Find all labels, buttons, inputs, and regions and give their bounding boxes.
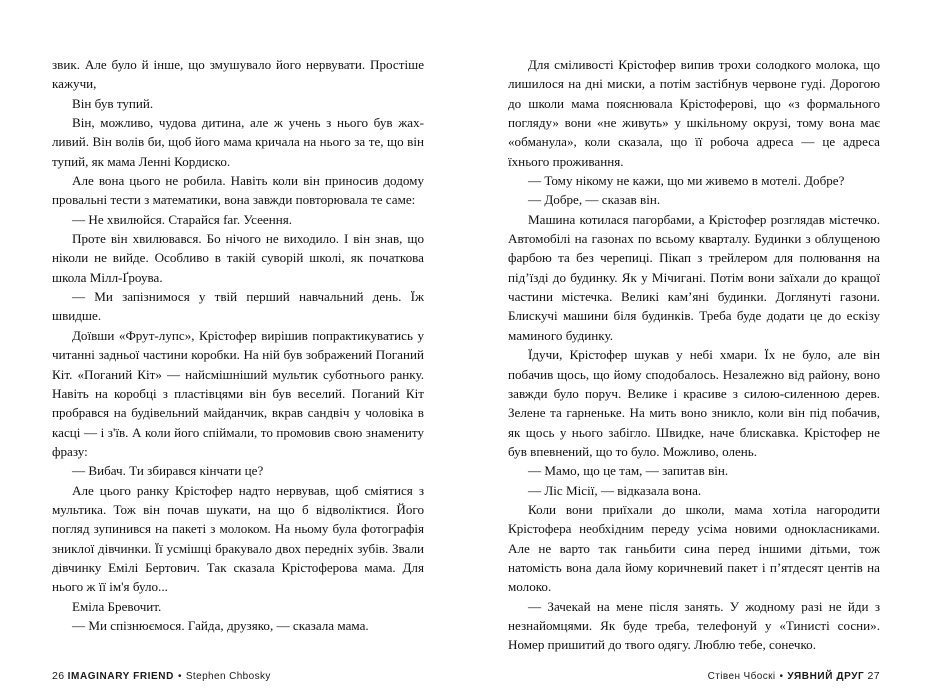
page-number-right: 27 [867,670,880,682]
paragraph: Їдучи, Крістофер шукав у небі хмари. Їх не було, але він побачив щось, що йому сподобалось. Незалежно від району, воно завжди було поруч. Велике і красиве з силою-силенною дерев. Зелене та гарненьке. На мить воно зникло, коли він під побачив, як щось у нього забігло. Швидке, наче блискавка. Крістофер не був впевнений, що то було. Можливо, олень. [508,347,880,459]
paragraph: Але цього ранку Крістофер надто нервував, щоб сміятися з мультика. Тож він почав шукати, на що б відволіктися. Його погляд зупинився на пакеті з молоком. На ньому була фотографія зниклої дівчинки. Її усмішці бракувало двох передніх зубів. Звали дівчинку Емілі Бертович. Так сказала Крістоферова мама. Для нього ж її ім'я було... [52,482,424,595]
footer-right [708,670,880,682]
page-right [466,0,932,700]
footer-left [52,670,271,682]
page-number-left: 26 [52,670,65,682]
book-author-ukrainian: Стівен Чбоскі [707,671,776,682]
right-text-column [508,55,880,655]
book-title-ukrainian: УЯВНИЙ ДРУГ [787,671,865,682]
paragraph: Для сміливості Крістофер випив трохи солодкого молока, що лишилося на дні миски, а потім застібнув червоне гуді. Дорогою до школи мама пояснювала Крістоферові, що «з формального погляду» вони «не живуть» у шкільному окрузі, тому вона має «обманула», коли сказала, що її робоча адреса — це адреса їхнього проживання. [508,57,880,169]
paragraph: Машина котилася пагорбами, а Крістофер розглядав містечко. Автомобілі на газонах по всьому кварталу. Будинки з облущеною фарбою та без черепиці. Пікап з трейлером для полювання на підʼїзді до будинку. Як у Мічигані. Потім вони заїхали до кращої частини містечка. Великі камʼяні будинки. Доглянуті газони. Блискучі машини біля будинків. Треба буде додати це до ескізу маминого будинку. [508,211,880,343]
book-author-english: Stephen Chbosky [185,671,271,682]
paragraph: — Ліс Місії, — відказала вона. [528,482,702,498]
paragraph: звик. Але було й інше, що змушувало його нервувати. Простіше кажучи, [52,57,424,92]
paragraph: — Ми запізнимося у твій перший навчальний день. Їж швидше. [52,289,424,324]
paragraph: Еміла Бревочит. [72,598,162,614]
paragraph: Але вона цього не робила. Навіть коли він приносив додому провальні тести з математики, вона завжди повторювала те саме: [52,173,424,208]
paragraph: — Добре, — сказав він. [528,192,661,208]
paragraph: — Мамо, що це там, — запитав він. [528,463,729,479]
paragraph: Доївши «Фрут-лупс», Крістофер вирішив попрактикуватись у читанні задньої частини коробки. На ній був зображений Поганий Кіт. «Поганий Кіт» — найсмішніший мультик суботнього ранку. Навіть на коробці з пластівцями він був веселий. Поганий Кіт пробрався на будівельний майданчик, вкрав сандвіч у чоловіка в касці — і з'їв. А коли його спіймали, то промовив свою знамениту фразу: [52,327,424,459]
paragraph: Він був тупий. [72,95,154,111]
paragraph: — Зачекай на мене після занять. У жодному разі не йди з незнайомцями. Як буде треба, телефонуй у «Тинисті сосни». Номер пришитий до твого одягу. Люблю тебе, сонечко. [508,598,880,653]
page-left [0,0,466,700]
footer-separator: • [779,671,784,682]
footer-separator: • [177,671,182,682]
left-text-column [52,55,424,635]
paragraph: Коли вони приїхали до школи, мама хотіла нагородити Крістофера необхідним переду усіма новими однокласниками. Але не варто так ганьбити сина перед іншими дітьми, тож натомість вона дала йому коричневий пакет і пʼятдесят центів на молоко. [508,501,880,595]
paragraph: — Тому нікому не кажи, що ми живемо в мотелі. Добре? [528,173,845,189]
paragraph: — Не хвилюйся. Старайся far. Усеення. [72,211,293,227]
paragraph: — Ми спізнюємося. Гайда, друзяко, — сказала мама. [72,617,369,633]
paragraph: — Вибач. Ти збирався кінчати це? [72,463,264,479]
paragraph: Він, можливо, чудова дитина, але ж учень з нього був жахливий. Він волів би, щоб його мама кричала на нього за те, що він тупий, як мама Ленні Кордиско. [52,115,424,169]
book-title-english: IMAGINARY FRIEND [67,671,174,682]
paragraph: Проте він хвилювався. Бо нічого не виходило. І він знав, що ніколи не вийде. Особливо в такій суворій школі, як початкова школа Мілл-Ґроува. [52,231,424,285]
